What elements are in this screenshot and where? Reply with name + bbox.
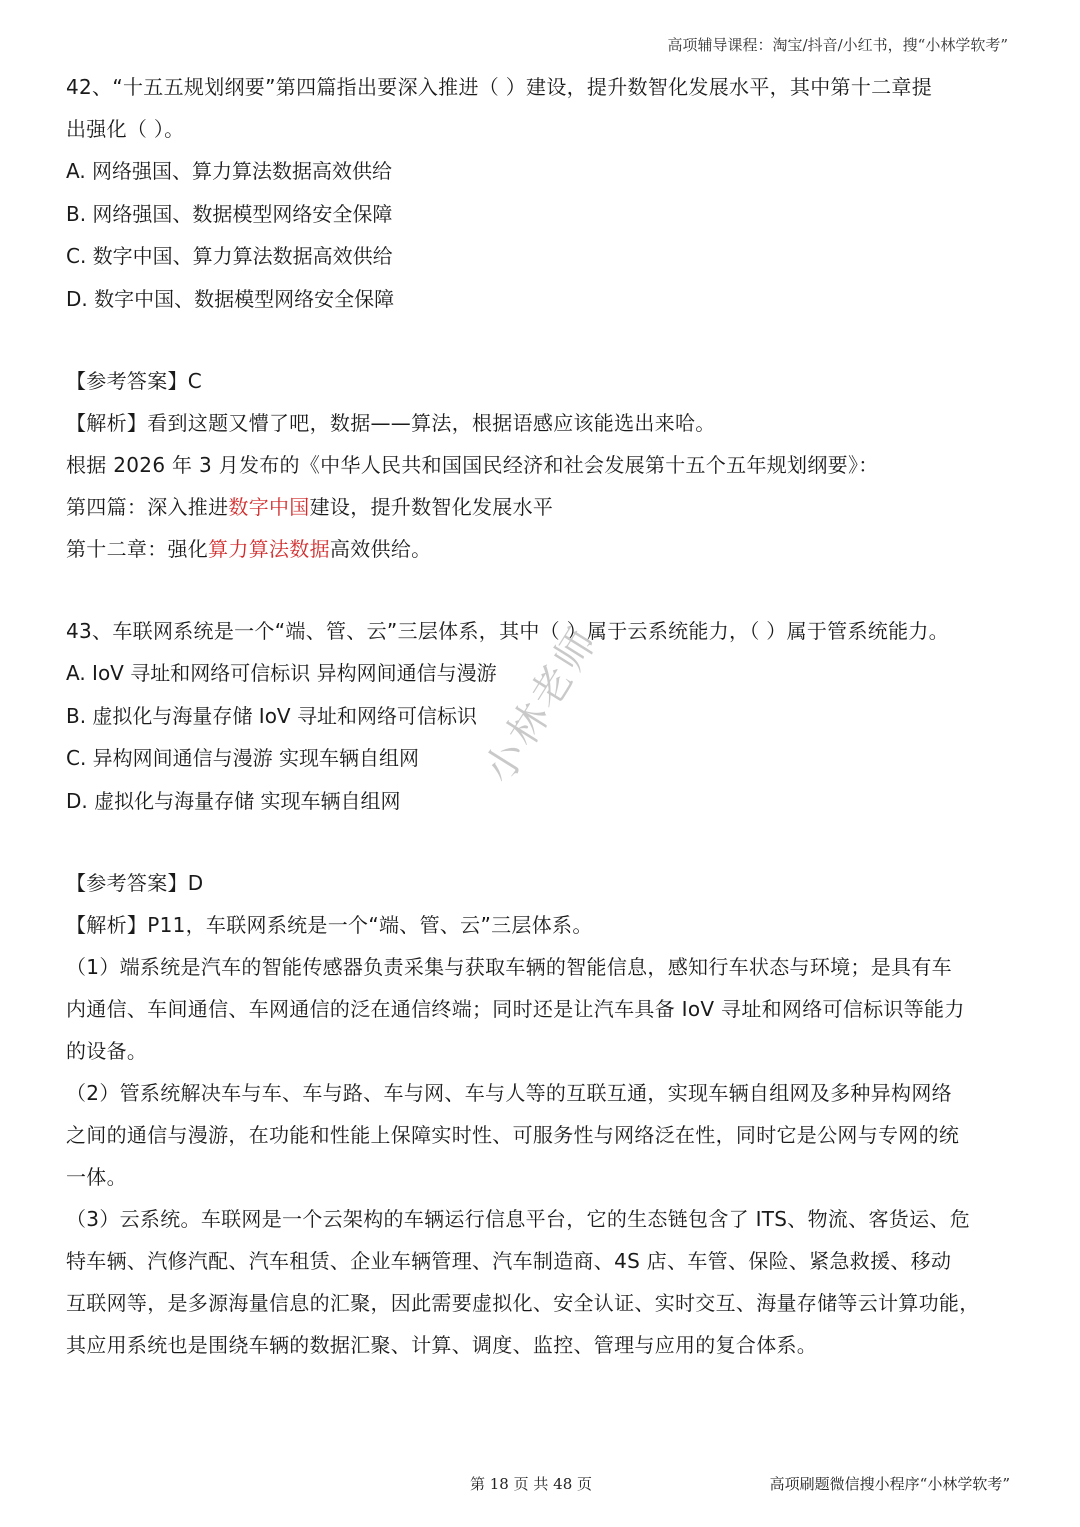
footer-promo: 高项刷题微信搜小程序“小林学软考” (769, 1475, 1010, 1493)
analysis-intro: P11，车联网系统是一个“端、管、云”三层体系。 (147, 913, 593, 937)
q42-option-d: D. 数字中国、数据模型网络安全保障 (66, 286, 395, 311)
q43-option-d: D. 虚拟化与海量存储 实现车辆自组网 (66, 788, 401, 813)
page-header: 高项辅导课程：淘宝/抖音/小红书，搜“小林学软考” (667, 36, 1008, 54)
q43-analysis (66, 904, 1018, 946)
ch12-suffix: 高效供给。 (329, 537, 432, 561)
q43-p1-line3: 的设备。 (66, 1039, 148, 1063)
q42-basis: 根据 2026 年 3 月发布的《中华人民共和国国民经济和社会发展第十五个五年规划纲要》： (66, 453, 879, 477)
ch12-prefix: 第十二章：强化 (66, 537, 209, 561)
q42-part4 (66, 486, 1018, 528)
q43-answer: 【参考答案】D (66, 871, 204, 895)
q42-option-a: A. 网络强国、算力算法数据高效供给 (66, 159, 393, 183)
analysis-label: 【解析】 (66, 411, 148, 435)
q42-stem-line1: 42、“十五五规划纲要”第四篇指出要深入推进（ ）建设，提升数智化发展水平，其中第十二章提 (66, 75, 933, 99)
analysis-label: 【解析】 (66, 913, 148, 937)
q43-p2-line1: （2）管系统解决车与车、车与路、车与网、车与人等的互联互通，实现车辆自组网及多种异构网络 (66, 1081, 952, 1105)
part4-suffix: 建设，提升数智化发展水平 (309, 495, 554, 519)
part4-prefix: 第四篇：深入推进 (66, 495, 229, 519)
q43-option-c: C. 异构网间通信与漫游 实现车辆自组网 (66, 746, 420, 770)
page-number: 第 18 页 共 48 页 (470, 1475, 593, 1493)
highlight-compute-data: 算力算法数据 (208, 537, 330, 561)
q43-option-b: B. 虚拟化与海量存储 IoV 寻址和网络可信标识 (66, 703, 477, 728)
q43-p1-line2: 内通信、车间通信、车网通信的泛在通信终端；同时还是让汽车具备 IoV 寻址和网络可信标识等能力 (66, 997, 965, 1021)
q42-option-b: B. 网络强国、数据模型网络安全保障 (66, 201, 393, 226)
q42-chapter12 (66, 528, 1018, 570)
q42-analysis (66, 402, 1018, 444)
q43-p2-line3: 一体。 (66, 1165, 127, 1189)
analysis-text: 看到这题又懵了吧，数据——算法，根据语感应该能选出来哈。 (147, 411, 716, 435)
q43-p3-line1: （3）云系统。车联网是一个云架构的车辆运行信息平台，它的生态链包含了 ITS、物流、客货运、危 (66, 1207, 970, 1231)
q42-option-c: C. 数字中国、算力算法数据高效供给 (66, 244, 393, 268)
q43-p3-line4: 其应用系统也是围绕车辆的数据汇聚、计算、调度、监控、管理与应用的复合体系。 (66, 1333, 818, 1357)
q42-stem-line2: 出强化（ ）。 (66, 117, 185, 141)
q43-p2-line2: 之间的通信与漫游，在功能和性能上保障实时性、可服务性与网络泛在性，同时它是公网与专网的统 (66, 1123, 960, 1147)
q43-p3-line2: 特车辆、汽修汽配、汽车租赁、企业车辆管理、汽车制造商、4S 店、车管、保险、紧急救援、移动 (66, 1249, 952, 1273)
watermark: 小林老师 (475, 617, 608, 792)
q43-p3-line3: 互联网等，是多源海量信息的汇聚，因此需要虚拟化、安全认证、实时交互、海量存储等云计算功能， (66, 1291, 980, 1315)
q43-option-a: A. IoV 寻址和网络可信标识 异构网间通信与漫游 (66, 661, 497, 685)
highlight-digital-china: 数字中国 (228, 495, 310, 519)
q43-stem: 43、车联网系统是一个“端、管、云”三层体系，其中（ ）属于云系统能力，（ ）属于管系统能力。 (66, 619, 949, 643)
q42-answer: 【参考答案】C (66, 369, 203, 393)
q43-p1-line1: （1）端系统是汽车的智能传感器负责采集与获取车辆的智能信息，感知行车状态与环境；是具有车 (66, 955, 952, 979)
